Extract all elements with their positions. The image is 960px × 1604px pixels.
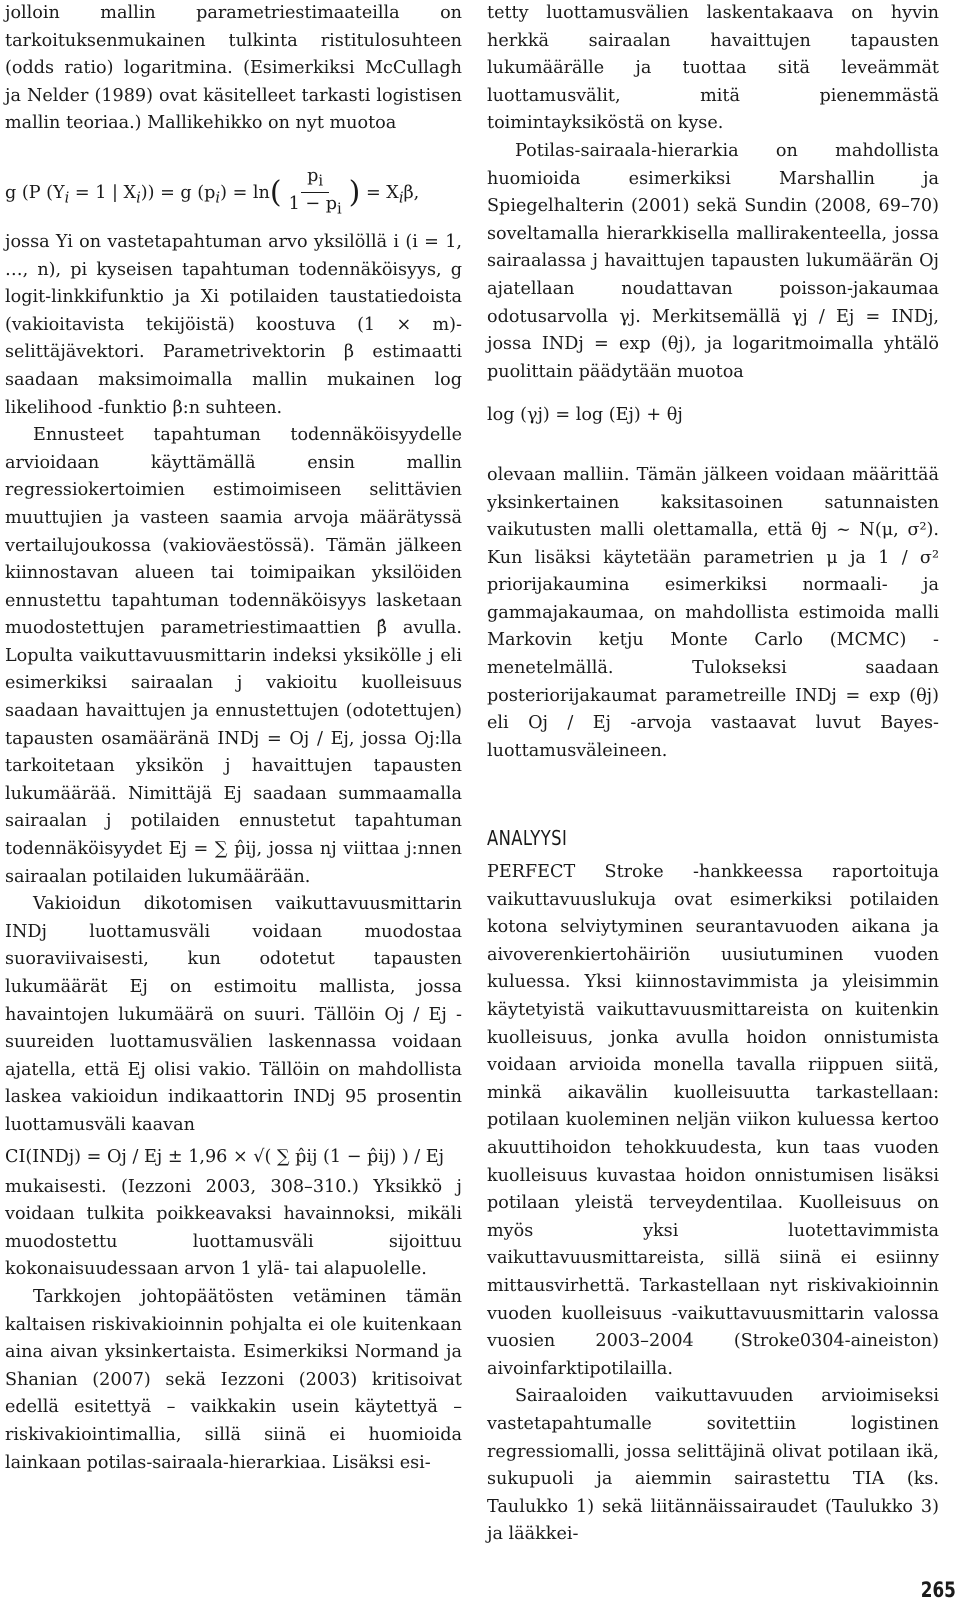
confidence-interval-formula: CI(INDj) = Oj / Ej ± 1,96 × √( ∑ p̂ij (1 − p̂ij) ) / Ej (5, 1146, 445, 1167)
right-paragraph-2: Potilas-sairaala-hierarkia on mahdollista huomioida esimerkiksi Marshallin ja Spiegelhalterin (2001) sekä Sundin (2008, 69–70) soveltamalla hierarkkisella mallirakenteella, jossa sairaalassa j havaittujen tapausten lukumäärän Oj ajatellaan noudattavan poisson-jakaumaa odotusarvolla γj. Merkitsemällä γj / Ej = INDj, jossa INDj = exp (θj), ja logaritmoimalla yhtälö puolittain päädytään muotoa (487, 140, 939, 382)
left-paragraph-5: Tarkkojen johtopäätösten vetäminen tämän kaltaisen riskivakioinnin pohjalta ei ole kuitenkaan aina aivan yksinkertaista. Esimerkiksi Normand ja Shanian (2007) sekä Iezzoni (2003) kritisoivat edellä esitettyä – vaikkakin usein käytettyä – riskivakiointimallia, sillä siinä ei huomioida lainkaan potilas-sairaala-hierarkiaa. Lisäksi esi- (5, 1286, 462, 1473)
left-paragraph-2: jossa Yi on vastetapahtuman arvo yksilöllä i (i = 1, …, n), pi kyseisen tapahtuman todennäköisyys, g logit-linkkifunktio ja Xi potilaiden taustatiedoista (vakioitavista tekijöistä) koostuva (1 × m)-selittäjävektori. Parametrivektorin β estimaatti saadaan maksimoimalla mallin mukainen log likelihood -funktio β:n suhteen. (5, 231, 462, 418)
left-paragraph-3: Ennusteet tapahtuman todennäköisyydelle arvioidaan käyttämällä ensin mallin regressiokertoimien estimoimiseen selittävien muuttujien ja vasteen saamia arvoja määrätyssä vertailujoukossa (vakioväestössä). Tämän jälkeen kiinnostavan alueen tai toimipaikan yksilöiden ennustettu tapahtuman todennäköisyys lasketaan muodostettujen parametriestimaattien β̂ avulla. Lopulta vaikuttavuusmittarin indeksi yksikölle j eli esimerkiksi sairaalan j vakioitu kuolleisuus saadaan havaittujen ja ennustettujen (odotettujen) tapausten osamääränä INDj = Oj / Ej, jossa Oj:lla tarkoitetaan yksikön j havaittujen tapausten lukumäärää. Nimittäjä Ej saadaan summaamalla sairaalan j potilaiden ennustetut tapahtuman todennäköisyydet Ej = ∑ p̂ij, jossa nj viittaa j:nnen sairaalan potilaiden lukumäärään. (5, 425, 462, 887)
left-paragraph-1: jolloin mallin parametriestimaateilla on tarkoituksenmukainen tulkinta ristitulosuhteen (odds ratio) logaritmina. (Esimerkiksi McCullagh ja Nelder (1989) ovat käsitelleet tarkasti logistisen mallin teoriaa.) Mallikehikko on nyt muotoa (5, 3, 462, 134)
right-paragraph-4: PERFECT Stroke -hankkeessa raportoituja vaikuttavuuslukuja ovat esimerkiksi potilaiden kotona selviytyminen seurantavuoden aikana ja aivoverenkiertohäiriön uusiutuminen vuoden kuluessa. Yksi kiinnostavimmista ja yleisimmin käytetyistä vaikuttavuusmittareista on kuitenkin kuolleisuus, jonka avulla hoidon onnistumista voidaan arvioida monella tavalla riippuen siitä, minkä aikavälin kuolleisuutta tarkastellaan: potilaan kuoleminen neljän viikon kuluessa kertoo akuuttihoidon tehokkuudesta, kun taas vuoden kuolleisuus kuvastaa hoidon onnistumisen lisäksi potilaan yleistä terveydentilaa. Kuolleisuus on myös yksi luotettavimmista vaikuttavuusmittareista, sillä siinä ei esiinny mittausvirhettä. Tarkastellaan nyt riskivakioinnin vuoden kuolleisuus -vaikuttavuusmittarin valossa vuosien 2003–2004 (Stroke0304-aineiston) aivoinfarktipotilailla. (487, 862, 939, 1379)
section-heading-analyysi: ANALYYSI (487, 826, 568, 851)
left-column (5, 0, 462, 1477)
right-column (487, 0, 939, 1549)
right-paragraph-1: tetty luottamusvälien laskentakaava on hyvin herkkä sairaalan havaittujen tapausten lukumäärälle ja tuottaa sitä leveämmät luottamusvälit, mitä pienemmästä toimintayksiköstä on kyse. (487, 3, 939, 134)
logit-model-equation: g (P ($Y_i = 1$ | $X_i)) = g$ $(p_i) = \ln$( $\frac{p_i}{1 - p_i}$ ) = $X_i\beta$, (5, 165, 462, 217)
left-paragraph-4b: mukaisesti. (Iezzoni 2003, 308–310.) Yksikkö j voidaan tulkita poikkeavaksi havainnoksi, mikäli muodostettu luottamusväli sijoittuu kokonaisuudessaan arvon 1 ylä- tai alapuolelle. (5, 1176, 462, 1280)
left-paragraph-4a: Vakioidun dikotomisen vaikuttavuusmittarin INDj luottamusväli voidaan muodostaa suoraviivaisesti, kun odotetut tapausten lukumäärät Ej on estimoitu mallista, jossa havaintojen lukumäärä on suuri. Tällöin Oj / Ej -suureiden luottamusvälien laskennassa voidaan ajatella, että Ej olisi vakio. Tällöin on mahdollista laskea vakioidun indikaattorin INDj 95 prosentin luottamusväli kaavan (5, 894, 462, 1135)
page-number: 265 (920, 1578, 956, 1602)
log-gamma-equation: log (γj) = log (Ej) + θj (487, 405, 683, 426)
right-paragraph-3: olevaan malliin. Tämän jälkeen voidaan määrittää yksinkertainen kaksitasoinen satunnaisten vaikutusten malli olettamalla, että θj ~ N(μ, σ²). Kun lisäksi käytetään parametrien μ ja 1 / σ² priorijakaumina esimerkiksi normaali- ja gammajakaumaa, on mahdollista estimoida malli Markovin ketju Monte Carlo (MCMC) -menetelmällä. Tulokseksi saadaan posteriorijakaumat parametreille INDj = exp (θj) eli Oj / Ej -arvoja vastaavat luvut Bayes-luottamusväleineen. (487, 464, 939, 761)
probability-fraction: $\frac{p_i}{1 - p_i}$ (288, 165, 342, 218)
right-paragraph-5: Sairaaloiden vaikuttavuuden arvioimiseksi vastetapahtumalle sovitettiin logistinen regressiomalli, jossa selittäjinä olivat potilaan ikä, sukupuoli ja aiemmin sairastettu TIA (ks. Taulukko 1) sekä liitännäissairaudet (Taulukko 3) ja lääkkei- (487, 1386, 939, 1545)
